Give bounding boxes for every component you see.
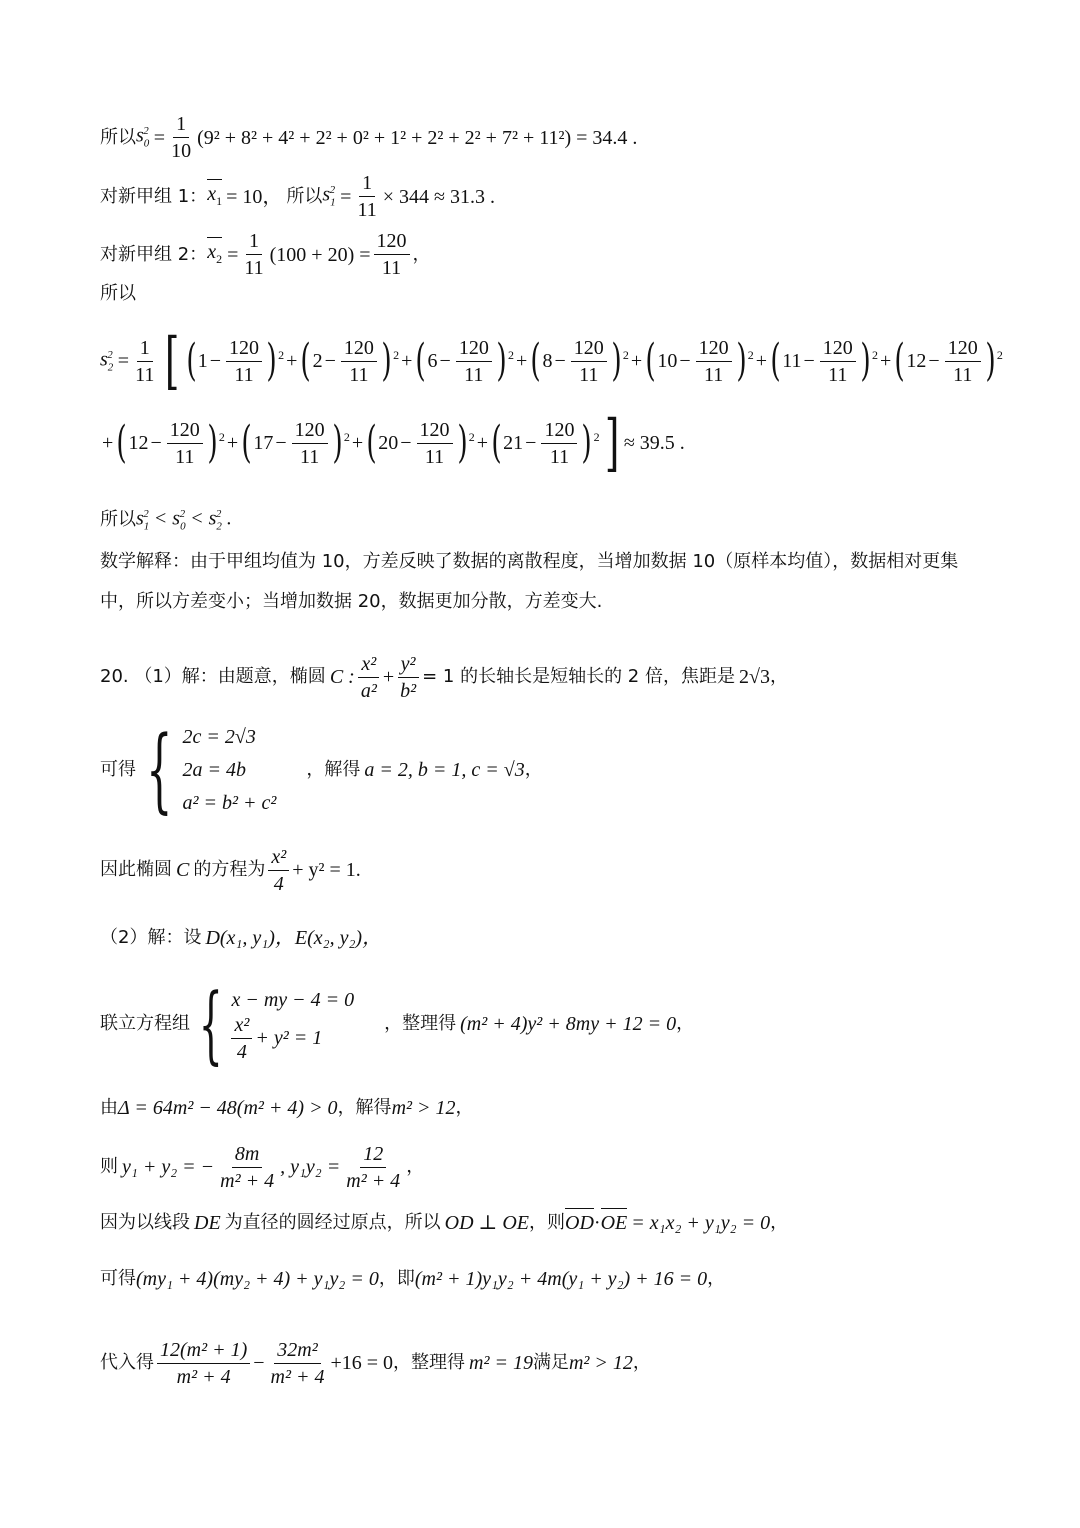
plus-sign: +	[515, 350, 528, 372]
s2-formula-line2	[100, 406, 1020, 479]
comma-2: ，	[769, 666, 788, 687]
sub-mid: ，整理得	[393, 1352, 466, 1373]
plus-sign: +	[401, 350, 413, 372]
plus-sign: +	[226, 432, 239, 454]
sub-prefix: 代入得	[100, 1352, 154, 1373]
get-prefix: 可得	[100, 1268, 136, 1289]
squared-term: ( 6 − $\frac{120}{11}$ ) $^2$	[415, 335, 514, 386]
plus-sign: +	[351, 432, 364, 454]
comma-3: ，	[524, 759, 543, 780]
term-value: 21	[503, 432, 524, 454]
ellipse-equation-line	[100, 845, 1020, 895]
term-value: 10	[657, 350, 678, 372]
comma-8: ，	[707, 1268, 726, 1289]
substitute-line	[100, 1338, 1020, 1388]
squared-term: ( 12 − $\frac{120}{11}$ ) $^2$	[116, 417, 225, 468]
circle-text1: 因为以线段	[100, 1211, 190, 1233]
left-brace: {	[146, 716, 173, 823]
s0-symbol: $s_0^2$	[136, 124, 150, 150]
new-group2-line	[100, 230, 1020, 279]
squared-term: ( 10 − $\frac{120}{11}$ ) $^2$	[645, 335, 754, 386]
text-suoyi: 所以	[100, 126, 136, 148]
s1-result: × 344 ≈ 31.3 .	[382, 185, 495, 208]
comma-7: ，	[770, 1211, 789, 1233]
fraction-x2-4: $\frac{\text{x²}}{4}$	[268, 846, 289, 895]
fraction-120-11: $\frac{120}{11}$	[167, 419, 203, 468]
system2-equations	[231, 986, 354, 1063]
squared-term: ( 2 − $\frac{120}{11}$ ) $^2$	[300, 335, 400, 386]
get-math: (my₁ + 4)(my₂ + 4) + y₁y₂ = 0	[136, 1268, 379, 1290]
get-math2: (m² + 1)y₁y₂ + 4m(y₁ + y₂) + 16 = 0	[414, 1268, 708, 1290]
fraction-120-11: $\frac{120}{11}$	[696, 337, 732, 386]
squared-term: ( 12 − $\frac{120}{11}$ ) $^2$	[894, 335, 1003, 386]
term-value: 8	[542, 350, 553, 372]
delta-mid: ，解得	[337, 1097, 392, 1118]
dot-operator: ·	[593, 1211, 601, 1234]
squared-term: ( 11 − $\frac{120}{11}$ ) $^2$	[770, 335, 878, 386]
squared-term: ( 1 − $\frac{120}{11}$ ) $^2$	[185, 335, 285, 386]
delta-result: m² > 12	[391, 1097, 456, 1119]
right-bracket: ]	[604, 406, 619, 479]
fraction-120-11: $\frac{120}{11}$	[292, 419, 328, 468]
circle-text3: ，则	[529, 1211, 566, 1233]
ellipse-equation-tail: + y² = 1.	[292, 859, 361, 881]
system1-label: ，解得	[306, 759, 361, 780]
term-value: 12	[128, 432, 149, 454]
delta-prefix: 由	[100, 1097, 118, 1118]
vieta-prefix: 则	[100, 1156, 118, 1177]
system2-result: (m² + 4)y² + 8my + 12 = 0	[460, 1013, 677, 1035]
system1-row: a² = b² + c²	[182, 791, 277, 814]
x2-bar: $x_2$	[207, 237, 222, 273]
system2-row1: x − my − 4 = 0	[231, 988, 355, 1011]
system2-line	[100, 976, 1020, 1072]
text-new-group2: 对新甲组 2：	[100, 243, 208, 265]
ellipse-C-2: C	[176, 859, 190, 881]
delta-math: Δ = 64m² − 48(m² + 4) > 0	[118, 1097, 338, 1119]
fraction-12m: $\frac{\text{12(m² + 1)}}{\text{m² + 4}}$	[157, 1339, 250, 1388]
fraction-1-11-c: $\frac{1}{11}$	[135, 336, 155, 386]
system2-row2	[231, 1014, 354, 1063]
dot-product-eq: = x₁x₂ + y₁y₂ = 0	[631, 1211, 771, 1234]
fraction-12: $\frac{12}{\text{m² + 4}}$	[346, 1142, 401, 1192]
term-value: 12	[906, 350, 927, 372]
sub-satisfy: 满足	[532, 1352, 569, 1373]
expand-line	[100, 1265, 1020, 1293]
comma-5: ，	[455, 1097, 474, 1118]
fraction-120-11: $\frac{120}{11}$	[820, 337, 856, 386]
fraction-1-10: $\frac{1}{10}$	[171, 113, 192, 162]
system2-row2-tail: + y² = 1	[255, 1027, 323, 1049]
fraction-x2-a2: $\frac{\text{x²}}{\text{a²}}$	[358, 653, 380, 702]
fraction-120-11: $\frac{120}{11}$	[374, 230, 410, 279]
delta-line	[100, 1094, 1020, 1122]
plus-sign: +	[382, 666, 395, 688]
comma-6: ，	[406, 1156, 425, 1177]
fraction-120-11: $\frac{120}{11}$	[226, 337, 262, 386]
vieta-line	[100, 1142, 1020, 1192]
plus-sign: +	[476, 432, 488, 454]
comma-4: ，	[676, 1013, 695, 1034]
s0-expression: (9² + 8² + 4² + 2² + 0² + 1² + 2² + 2² + 7² + 11²) = 34.4 .	[197, 126, 638, 149]
left-brace-2: {	[198, 975, 223, 1073]
fraction-120-11: $\frac{120}{11}$	[341, 337, 377, 386]
term-value: 20	[378, 432, 399, 454]
plus-sign: +	[755, 350, 768, 372]
s2-terms-row1	[185, 337, 1003, 386]
squared-term: ( 8 − $\frac{120}{11}$ ) $^2$	[530, 335, 629, 386]
fraction-y2-b2: $\frac{\text{y²}}{\text{b²}}$	[397, 653, 419, 702]
x1-bar: $x_1$	[207, 179, 222, 215]
system1-row: 2c = 2√3	[182, 725, 256, 748]
fraction-8m: $\frac{8m}{\text{m² + 4}}$	[220, 1142, 275, 1192]
perpendicular: OD ⊥ OE	[444, 1211, 530, 1234]
part2-line	[100, 924, 1020, 952]
sub-result: m² = 19	[469, 1352, 533, 1374]
squared-term: ( 20 − $\frac{120}{11}$ ) $^2$	[366, 417, 475, 468]
vector-OD: OD	[565, 1208, 594, 1237]
vieta-product: , y₁y₂ =	[280, 1156, 341, 1178]
fraction-120-11: $\frac{120}{11}$	[417, 419, 453, 468]
text-suoyi-2: 所以	[286, 185, 323, 207]
problem20-prefix: 20. （1）解：由题意，椭圆	[100, 666, 326, 687]
s2-symbol: $s_2^2$	[100, 348, 114, 374]
comparison-line	[100, 500, 1020, 541]
circle-text2: 为直径的圆经过原点，所以	[224, 1211, 441, 1233]
fraction-1-11-b: $\frac{1}{11}$	[244, 230, 264, 279]
plus-sign: +	[286, 350, 298, 372]
s2-formula-line1	[100, 324, 1020, 397]
problem20-mid: = 1 的长轴长是短轴长的 2 倍，焦距是	[422, 666, 735, 687]
left-bracket: [	[165, 324, 180, 397]
term-value: 2	[312, 350, 323, 372]
problem20-line	[100, 652, 1020, 702]
points-D-E: D(x₁, y₁)，E(x₂, y₂)，	[205, 927, 383, 949]
eq-mid: 的方程为	[193, 859, 266, 880]
new-group1-line	[100, 172, 1020, 221]
term-value: 11	[782, 350, 802, 372]
system1-result: a = 2, b = 1, c = √3	[364, 759, 525, 781]
get-mid: ，即	[378, 1268, 415, 1289]
circle-line	[100, 1208, 1020, 1237]
system1-equations	[183, 721, 277, 820]
system1-row: 2a = 4b	[182, 758, 247, 781]
s2-terms-row2	[100, 419, 600, 468]
part2-prefix: （2）解：设	[100, 927, 202, 948]
system2-prefix: 联立方程组	[100, 1013, 190, 1034]
fraction-120-11: $\frac{120}{11}$	[571, 337, 607, 386]
system1-line	[100, 718, 1020, 822]
sub-tail: +16 = 0	[330, 1352, 394, 1374]
ellipse-C: C :	[329, 666, 355, 688]
text-new-group1: 对新甲组 1：	[100, 185, 208, 207]
comma-9: ，	[632, 1352, 651, 1373]
vieta-sum: y₁ + y₂ = −	[122, 1156, 215, 1178]
fraction-32m: $\frac{\text{32m²}}{\text{m² + 4}}$	[270, 1338, 325, 1388]
term-value: 1	[197, 350, 208, 372]
x1-mean: = 10，	[226, 185, 283, 208]
system2-label: ，整理得	[384, 1013, 457, 1034]
s2-result: ≈ 39.5 .	[623, 432, 685, 454]
equals-sign: =	[148, 126, 166, 149]
fraction-1-11: $\frac{1}{11}$	[357, 172, 377, 221]
comma: ，	[412, 243, 431, 265]
sub-result2: m² > 12	[568, 1352, 633, 1374]
text-suoyi-3: 所以	[100, 283, 136, 304]
plus-sign: +	[630, 350, 643, 372]
s-comparison: $s_1^2 < s_0^2 < s_2^2$ .	[136, 507, 232, 533]
fraction-120-11: $\frac{120}{11}$	[456, 337, 492, 386]
equals-sign-4: =	[112, 350, 130, 372]
system1-prefix: 可得	[100, 759, 136, 780]
fraction-120-11: $\frac{120}{11}$	[945, 337, 981, 386]
fraction-x2-4-b: $\frac{\text{x²}}{4}$	[231, 1014, 252, 1063]
suoyi-line	[100, 280, 1020, 308]
squared-term: ( 21 − $\frac{120}{11}$ ) $^2$	[491, 417, 600, 468]
text-suoyi-4: 所以	[100, 509, 136, 531]
term-value: 17	[253, 432, 274, 454]
plus-sign: +	[879, 350, 892, 372]
equals-sign-3: =	[222, 243, 239, 266]
fraction-120-11: $\frac{120}{11}$	[541, 419, 577, 468]
equals-sign-2: =	[335, 185, 352, 208]
focal-distance: 2√3	[738, 666, 770, 688]
variance-s0-line	[100, 113, 1020, 162]
eq-prefix: 因此椭圆	[100, 859, 172, 880]
math-explanation: 数学解释：由于甲组均值为 10，方差反映了数据的离散程度，当增加数据 10（原样本均值），数据相对更集中，所以方差变小；当增加数据 20，数据更加分散，方差变大.	[100, 551, 959, 612]
squared-term: ( 17 − $\frac{120}{11}$ ) $^2$	[241, 417, 350, 468]
term-value: 6	[427, 350, 438, 372]
x2-expression: (100 + 20) =	[269, 243, 371, 266]
plus-sign: +	[102, 432, 114, 454]
vector-OE: OE	[601, 1208, 628, 1237]
segment-DE: DE	[194, 1211, 221, 1234]
minus-sign: −	[253, 1352, 265, 1374]
s1-symbol: $s_1^2$	[322, 183, 336, 209]
